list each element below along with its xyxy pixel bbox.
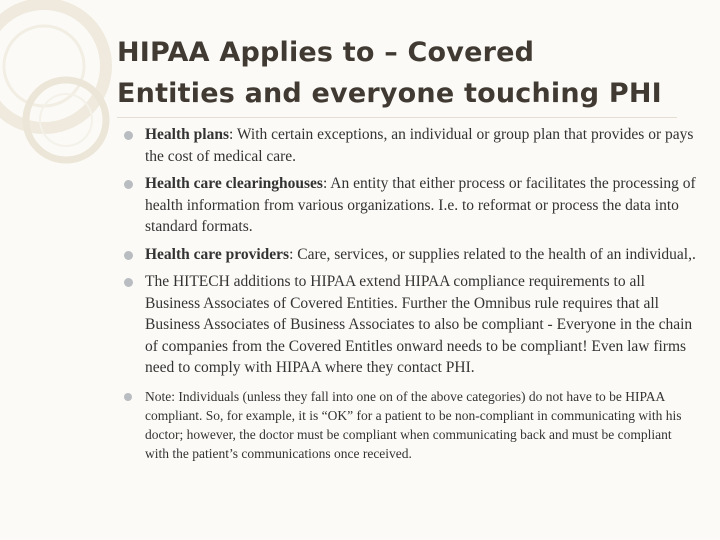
- bullet-clearinghouses: [124, 173, 696, 238]
- bullet-list: [124, 124, 696, 469]
- bullet-term: Health care providers: [145, 245, 290, 263]
- bullet-hitech: [124, 271, 696, 379]
- bullet-dot-icon: [124, 393, 132, 401]
- bullet-term: Health care clearinghouses: [145, 175, 323, 192]
- bullet-dot-icon: [124, 131, 133, 140]
- bullet-term: Health plans: [145, 126, 229, 143]
- bullet-health-plans: [124, 124, 696, 167]
- title-line-2: Entities and everyone touching PHI: [117, 78, 662, 109]
- bullet-dot-icon: [124, 180, 133, 189]
- bullet-text: : With certain exceptions, an individual or group plan that provides or pays the cost of medical care.: [145, 126, 694, 165]
- title-divider: [117, 117, 677, 118]
- bullet-note: [124, 387, 696, 463]
- title-line-1: HIPAA Applies to – Covered: [117, 37, 535, 68]
- slide-title: [117, 32, 707, 114]
- bullet-text: : Care, services, or supplies related to the health of an individual,.: [289, 245, 696, 263]
- bullet-text: The HITECH additions to HIPAA extend HIPAA compliance requirements to all Business Associates of Covered Entities. Further the Omnibus rule requires that all Business Associates of Business Associates to also be compliant - Everyone in the chain of companies from the Covered Entitles onward needs to be compliant! Even law firms need to comply with HIPAA where they contact PHI.: [145, 273, 693, 376]
- bullet-providers: [124, 244, 696, 266]
- bullet-text: : An entity that either process or facilitates the processing of health information from various organizations. I.e. to reformat or process the data into standard formats.: [145, 175, 696, 235]
- bullet-dot-icon: [124, 278, 133, 287]
- bullet-text: Note: Individuals (unless they fall into one on of the above categories) do not have to be HIPAA compliant. So, for example, it is “OK” for a patient to be non-compliant in communicating with his doctor; however, the doctor must be compliant when communicating back and must be compliant with the patient’s communications once received.: [145, 388, 682, 461]
- bullet-dot-icon: [124, 251, 133, 260]
